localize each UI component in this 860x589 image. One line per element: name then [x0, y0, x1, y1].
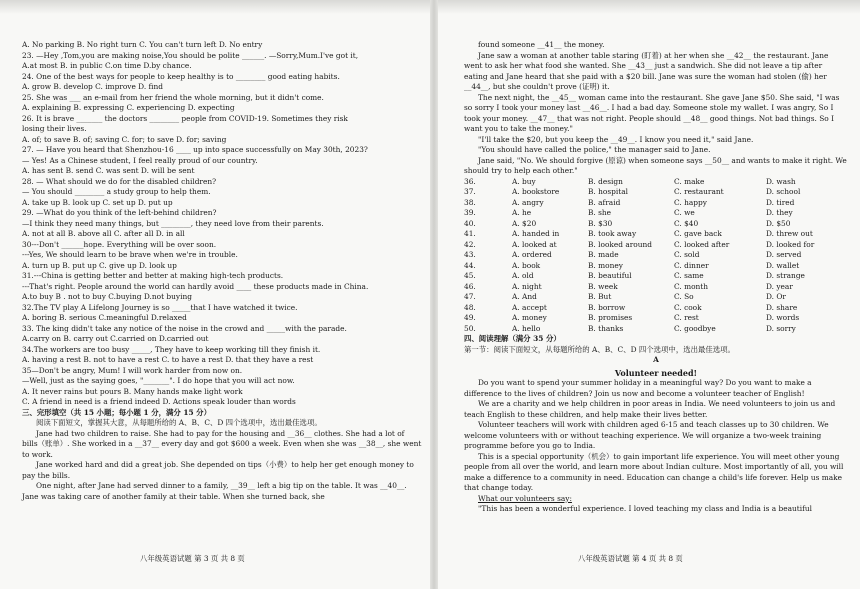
- option-n: 45.: [464, 271, 476, 280]
- option-d: D. school: [766, 187, 801, 196]
- question-line: 24. One of the best ways for people to keep healthy is to ________ good eating habits.: [22, 71, 340, 81]
- passage-paragraph: found someone __41__ the money.: [478, 40, 605, 49]
- question-line: 25. She was ___ an e-mail from her friend the whole morning, but it didn't come.: [22, 92, 324, 102]
- reading-paragraph: We are a charity and we help children in poor areas in India. We need volunteers to join us and teach English to these children, and help make their lives better.: [464, 399, 836, 419]
- question-line: 27. — Have you heard that Shenzhou-16 ____ up into space successfully on May 30th, 2023?: [22, 145, 368, 154]
- passage-letter: A: [653, 355, 659, 364]
- option-row: [464, 303, 848, 314]
- question-line: 26. It is brave _______ the doctors ________ people from COVID-19. Sometimes they risk: [22, 113, 348, 123]
- option-c: C. $40: [674, 218, 699, 228]
- option-d: D. $50: [766, 218, 791, 228]
- passage-paragraph: Jane worked hard and did a great job. She depended on tips（小费）to help her get enough money to pay the bills.: [22, 460, 414, 480]
- option-row: [464, 271, 848, 282]
- option-row: [464, 324, 848, 335]
- passage-paragraph: "I'll take the $20, but you keep the __49__. I know you need it," said Jane.: [478, 134, 754, 144]
- question-line: A. explaining B. expressing C. experiencing D. expecting: [22, 103, 235, 112]
- option-c: C. same: [674, 271, 704, 280]
- option-n: 37.: [464, 187, 476, 196]
- question-line: C. A friend in need is a friend indeed D. Actions speak louder than words: [22, 397, 296, 406]
- option-d: D. sorry: [766, 323, 796, 333]
- option-d: D. tired: [766, 197, 795, 207]
- option-a: A. night: [512, 281, 542, 291]
- option-a: A. hello: [512, 323, 541, 333]
- option-n: 49.: [464, 313, 476, 322]
- option-b: B. made: [588, 250, 619, 259]
- option-row: [464, 261, 848, 272]
- option-n: 40.: [464, 218, 476, 228]
- option-d: D. share: [766, 302, 798, 312]
- option-c: C. goodbye: [674, 323, 716, 333]
- option-c: C. we: [674, 208, 695, 217]
- option-b: B. beautiful: [588, 271, 632, 280]
- option-n: 43.: [464, 250, 476, 259]
- option-a: A. And: [512, 292, 537, 301]
- reading-paragraph: Volunteer teachers will work with children aged 6-15 and teach classes up to 30 children. We welcome volunteers with or without teaching experience. We will organize a two-week training programme before you go to India.: [464, 420, 829, 450]
- question-line: A.at most B. in public C.on time D.by chance.: [22, 61, 192, 70]
- option-a: A. $20: [512, 218, 537, 228]
- option-d: D. looked for: [766, 239, 815, 249]
- option-b: B. But: [588, 292, 612, 301]
- option-row: [464, 219, 848, 230]
- question-line: — You should ________ a study group to help them.: [22, 187, 211, 196]
- question-line: A.to buy B . not to buy C.buying D.not buying: [22, 292, 192, 301]
- question-line: A. It never rains but pours B. Many hands make light work: [22, 386, 243, 396]
- option-a: A. book: [512, 260, 541, 270]
- option-a: A. old: [512, 271, 534, 280]
- option-c: C. gave back: [674, 229, 722, 238]
- option-row: [464, 240, 848, 251]
- option-b: B. design: [588, 176, 623, 186]
- option-row: [464, 198, 848, 209]
- option-row: [464, 282, 848, 293]
- option-row: [464, 313, 848, 324]
- question-line: A. boring B. serious C.meaningful D.relaxed: [22, 313, 187, 322]
- option-d: D. served: [766, 250, 802, 259]
- option-row: [464, 187, 848, 198]
- passage-paragraph: Jane had two children to raise. She had to pay for the housing and __36__ clothes. She had a lot of bills（账单）. She worked in a __37__ every day and got $600 a week. Even when she was __38__, she went to work.: [22, 428, 422, 459]
- page-fold: [430, 0, 438, 589]
- option-b: B. she: [588, 208, 612, 217]
- option-d: D. Or: [766, 292, 786, 301]
- question-line: A.carry on B. carry out C.carried on D.carried out: [22, 334, 209, 343]
- passage-title: Volunteer needed!: [614, 367, 698, 378]
- option-c: C. happy: [674, 197, 707, 207]
- option-a: A. buy: [512, 176, 536, 186]
- question-line: A. of; to save B. of; saving C. for; to save D. for; saving: [22, 134, 227, 144]
- option-c: C. restaurant: [674, 187, 724, 196]
- option-c: C. dinner: [674, 260, 709, 270]
- option-d: D. wallet: [766, 260, 800, 270]
- option-c: C. make: [674, 176, 705, 186]
- option-n: 42.: [464, 239, 476, 249]
- option-n: 39.: [464, 208, 476, 217]
- question-line: 32.The TV play A Lifelong Journey is so _____that I have watched it twice.: [22, 302, 298, 312]
- multiple-choice-questions: [22, 40, 422, 408]
- page-4: [438, 0, 860, 589]
- reading-passage: [464, 378, 848, 494]
- passage-paragraph: Jane saw a woman at another table staring (盯着) at her when she __42__ the restaurant. Jane went to ask her what food she wanted. She __43__ just a sandwich. She did not leave a tip after eating and Jane heard that she paid with a $20 bill. Jane was sure the woman had stolen (偷) her __44__, but she couldn't prove (证明) it.: [464, 50, 829, 91]
- option-n: 38.: [464, 197, 476, 207]
- option-d: D. they: [766, 208, 793, 217]
- option-c: C. So: [674, 292, 694, 301]
- option-n: 36.: [464, 176, 476, 186]
- question-line: 31.---China is getting better and better at making high-tech products.: [22, 271, 284, 280]
- cloze-instruction: 阅读下面短文，掌握其大意，从每题所给的 A、B、C、D 四个选项中，选出最佳选项。: [36, 418, 322, 427]
- option-c: C. sold: [674, 250, 700, 259]
- option-n: 50.: [464, 323, 476, 333]
- option-b: B. afraid: [588, 197, 621, 207]
- passage-paragraph: One night, after Jane had served dinner to a family, __39__ left a big tip on the table. It was __40__. Jane was taking care of another family at their table. When she turned back, she: [22, 481, 407, 501]
- reading-paragraph: This is a special opportunity（机会）to gain important life experience. You will meet other young people from all over the world, and learn more about Indian culture. Most importantly of all, you will make a difference to a community in need. Education can change a child's life forever. Help us make that change today.: [464, 451, 844, 492]
- option-a: A. angry: [512, 197, 544, 207]
- question-line: —Well, just as the saying goes, "_______". I do hope that you will act now.: [22, 376, 295, 385]
- option-row: [464, 229, 848, 240]
- option-d: D. strange: [766, 271, 805, 280]
- option-b: B. hospital: [588, 187, 628, 196]
- option-n: 48.: [464, 302, 476, 312]
- question-line: —I think they need many things, but ________, they need love from their parents.: [22, 218, 324, 228]
- option-b: B. week: [588, 281, 618, 291]
- option-row: [464, 177, 848, 188]
- question-line: A. not at all B. above all C. after all D. in all: [22, 229, 185, 238]
- option-d: D. threw out: [766, 229, 813, 238]
- cloze-passage: [22, 429, 422, 503]
- passage-paragraph: Jane said, "No. We should forgive (原谅) when someone says __50__ and wants to make it right. We should try to help each other.": [464, 155, 847, 175]
- option-row: [464, 292, 848, 303]
- page-footer: 八年级英语试题 第 3 页 共 8 页: [140, 554, 245, 563]
- option-d: D. year: [766, 281, 793, 291]
- reading-instruction: 第一节：阅读下面短文，从每题所给的 A、B、C、D 四个选项中，选出最佳选项。: [464, 344, 735, 354]
- question-line: 34.The workers are too busy _____, They have to keep working till they finish it.: [22, 344, 321, 354]
- option-b: B. borrow: [588, 302, 626, 312]
- question-line: 28. — What should we do for the disabled children?: [22, 176, 217, 186]
- option-a: A. looked at: [512, 239, 557, 249]
- reading-paragraph: Do you want to spend your summer holiday in a meaningful way? Do you want to make a difference to the lives of children? Join us now and become a volunteer teacher of English!: [464, 378, 812, 398]
- option-b: B. money: [588, 260, 623, 270]
- question-line: ---That's right. People around the world can hardly avoid ____ these products made in China.: [22, 281, 369, 291]
- passage-paragraph: "You should have called the police," the manager said to Jane.: [478, 145, 711, 154]
- option-b: B. looked around: [588, 239, 652, 249]
- volunteer-quote: "This has been a wonderful experience. I loved teaching my class and India is a beautiful: [478, 504, 812, 513]
- volunteers-subheading: What our volunteers say:: [478, 493, 572, 503]
- question-line: A. has sent B. send C. was sent D. will be sent: [22, 166, 195, 175]
- option-b: B. took away: [588, 229, 637, 238]
- passage-paragraph: The next night, the __45__ woman came into the restaurant. She gave Jane $50. She said, "I was so sorry I took your money last __46__. I had a bad day. Someone stole my wallet. I was angry, So I took your money. __47__ that was not right. People should __48__ good things. Not bad things. So I want you to take the money.": [464, 92, 840, 133]
- page-footer: 八年级英语试题 第 4 页 共 8 页: [578, 554, 683, 563]
- question-line: A. take up B. look up C. set up D. put up: [22, 197, 173, 207]
- option-c: C. looked after: [674, 239, 730, 249]
- question-line: 33. The king didn't take any notice of the noise in the crowd and _____with the parade.: [22, 323, 347, 333]
- option-n: 41.: [464, 229, 476, 238]
- option-b: B. promises: [588, 313, 633, 322]
- reading-section-heading: 四、阅读理解（满分 35 分）: [464, 334, 561, 343]
- right-column: [464, 40, 848, 515]
- question-line: A. No parking B. No right turn C. You can't turn left D. No entry: [22, 40, 263, 49]
- option-c: C. month: [674, 281, 709, 291]
- question-line: A. turn up B. put up C. give up D. look up: [22, 260, 177, 270]
- question-line: — Yes! As a Chinese student, I feel really proud of our country.: [22, 155, 258, 165]
- option-n: 47.: [464, 292, 476, 301]
- question-line: 30---Don't ______hope. Everything will be over soon.: [22, 239, 217, 249]
- option-b: B. $30: [588, 218, 613, 228]
- question-line: losing their lives.: [22, 124, 87, 133]
- question-line: A. grow B. develop C. improve D. find: [22, 82, 163, 91]
- option-a: A. ordered: [512, 250, 552, 259]
- question-line: ---Yes, We should learn to be brave when we're in trouble.: [22, 250, 238, 259]
- option-d: D. wash: [766, 176, 796, 186]
- option-a: A. bookstore: [512, 187, 560, 196]
- option-c: C. rest: [674, 313, 699, 322]
- question-line: 29. —What do you think of the left-behind children?: [22, 208, 217, 217]
- question-line: 23. —Hey ,Tom,you are making noise,You should be polite ______. —Sorry,Mum.I've got it,: [22, 50, 359, 60]
- question-line: A. having a rest B. not to have a rest C. to have a rest D. that they have a rest: [22, 355, 314, 364]
- option-b: B. thanks: [588, 323, 624, 333]
- option-row: [464, 250, 848, 261]
- option-n: 46.: [464, 281, 476, 291]
- question-line: 35—Don't be angry, Mum! I will work harder from now on.: [22, 365, 243, 375]
- left-column: [22, 40, 422, 502]
- option-a: A. he: [512, 208, 532, 217]
- option-a: A. handed in: [512, 229, 560, 238]
- option-a: A. money: [512, 313, 547, 322]
- option-row: [464, 208, 848, 219]
- cloze-passage-continued: [464, 40, 848, 177]
- cloze-options-table: [464, 177, 848, 335]
- cloze-section-heading: 三、完形填空（共 15 小题；每小题 1 分，满分 15 分）: [22, 407, 211, 417]
- option-n: 44.: [464, 260, 476, 270]
- option-d: D. words: [766, 313, 800, 322]
- option-a: A. accept: [512, 302, 547, 312]
- option-c: C. cook: [674, 302, 702, 312]
